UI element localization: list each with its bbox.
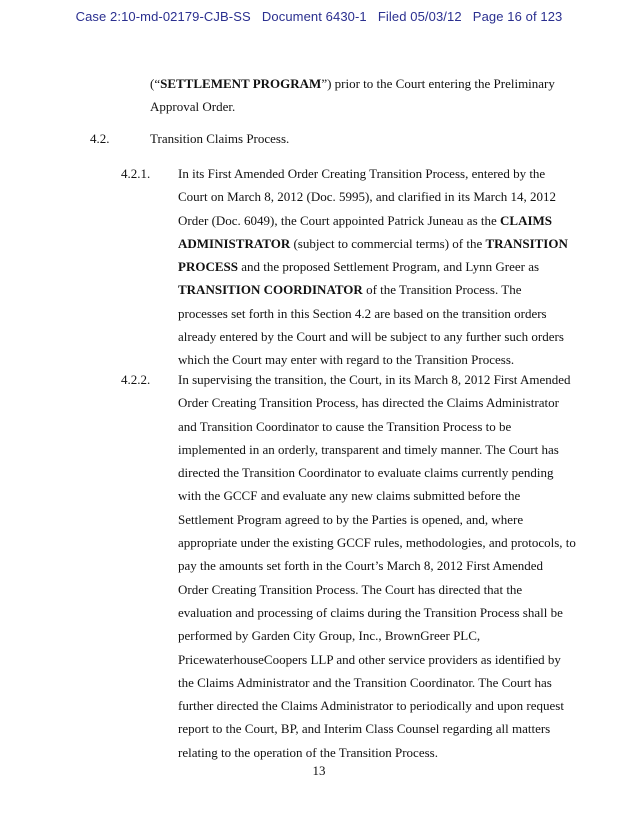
text-run: In its First Amended Order Creating Transition Process, entered by the bbox=[178, 166, 546, 181]
text-run: directed the Transition Coordinator to evaluate claims currently pending bbox=[178, 465, 554, 481]
text-line bbox=[178, 717, 576, 740]
bold-term: TRANSITION COORDINATOR bbox=[178, 282, 363, 298]
text-line bbox=[178, 438, 576, 461]
bold-term: PROCESS bbox=[178, 259, 238, 275]
text-line bbox=[178, 391, 576, 414]
text-run: implemented in an orderly, transparent and timely manner. The Court has bbox=[178, 441, 559, 457]
text-run: Settlement Program agreed to by the Parties is opened, and, where bbox=[178, 511, 524, 527]
text-run: the Claims Administrator and the Transition Coordinator. The Court has bbox=[178, 674, 552, 690]
text-line bbox=[178, 741, 576, 764]
bold-term: ADMINISTRATOR bbox=[178, 235, 291, 251]
bold-term: SETTLEMENT PROGRAM bbox=[160, 76, 322, 91]
text-run: evaluation and processing of claims during the Transition Process shall be bbox=[178, 604, 563, 620]
text-line bbox=[178, 508, 576, 531]
text-run: report to the Court, BP, and Interim Class Counsel regarding all matters bbox=[178, 721, 551, 737]
text-run: In supervising the transition, the Court, in its March 8, 2012 First Amended bbox=[178, 372, 571, 387]
text-run: of the Transition Process. The bbox=[362, 282, 522, 298]
text-line bbox=[178, 578, 576, 601]
section-4-2-2-number: 4.2.2. bbox=[121, 372, 151, 387]
section-4-2-1-lines bbox=[178, 162, 568, 372]
text-run: performed by Garden City Group, Inc., BrownGreer PLC, bbox=[178, 628, 481, 644]
text-line bbox=[178, 302, 568, 325]
text-run: Court on March 8, 2012 (Doc. 5995), and clarified in its March 14, 2012 bbox=[178, 189, 557, 205]
section-4-2-2-paragraph bbox=[178, 368, 576, 764]
text-line bbox=[178, 255, 568, 278]
section-4-2-1-number: 4.2.1. bbox=[121, 166, 151, 181]
text-run: further directed the Claims Administrator to periodically and upon request bbox=[178, 698, 564, 714]
text-line bbox=[178, 415, 576, 438]
text-run: Approval Order. bbox=[150, 99, 236, 115]
page-number: 13 bbox=[312, 763, 326, 778]
section-4-2-title: Transition Claims Process. bbox=[150, 131, 290, 146]
text-line bbox=[178, 162, 568, 185]
continuation-lines bbox=[150, 72, 555, 119]
text-line bbox=[178, 209, 568, 232]
text-run: Order Creating Transition Process. The Court has directed that the bbox=[178, 581, 523, 597]
continuation-paragraph bbox=[150, 72, 555, 119]
text-run: and Transition Coordinator to cause the Transition Process to be bbox=[178, 418, 512, 434]
text-line bbox=[178, 531, 576, 554]
section-4-2-2-lines bbox=[178, 368, 576, 764]
text-line bbox=[178, 325, 568, 348]
text-run: pay the amounts set forth in the Court’s March 8, 2012 First Amended bbox=[178, 558, 544, 574]
text-line bbox=[150, 72, 555, 95]
text-run: (subject to commercial terms) of the bbox=[290, 235, 486, 251]
text-run: PricewaterhouseCoopers LLP and other service providers as identified by bbox=[178, 651, 561, 667]
text-line bbox=[178, 484, 576, 507]
text-run: with the GCCF and evaluate any new claims submitted before the bbox=[178, 488, 521, 504]
text-run: appropriate under the existing GCCF rules, methodologies, and protocols, to bbox=[178, 535, 576, 551]
text-line bbox=[178, 461, 576, 484]
text-run: Order (Doc. 6049), the Court appointed Patrick Juneau as the bbox=[178, 212, 501, 228]
text-line bbox=[178, 624, 576, 647]
text-line bbox=[178, 368, 576, 391]
text-line bbox=[178, 185, 568, 208]
text-run: (“ bbox=[150, 76, 161, 91]
text-run: which the Court may enter with regard to the Transition Process. bbox=[178, 352, 515, 368]
text-run: ”) prior to the Court entering the Preliminary bbox=[321, 76, 555, 91]
text-line bbox=[150, 95, 555, 118]
document-header: Case 2:10-md-02179-CJB-SS Document 6430-1 Filed 05/03/12 Page 16 of 123 bbox=[75, 9, 563, 24]
text-line bbox=[178, 648, 576, 671]
text-line bbox=[178, 601, 576, 624]
section-4-2-1-paragraph bbox=[178, 162, 568, 372]
text-run: and the proposed Settlement Program, and Lynn Greer as bbox=[237, 259, 540, 275]
text-run: processes set forth in this Section 4.2 are based on the transition orders bbox=[178, 305, 547, 321]
text-run: relating to the operation of the Transition Process. bbox=[178, 744, 438, 760]
text-line bbox=[178, 554, 576, 577]
text-line bbox=[178, 232, 568, 255]
text-run: already entered by the Court and will be subject to any further such orders bbox=[178, 329, 564, 345]
text-line bbox=[178, 278, 568, 301]
section-4-2-number: 4.2. bbox=[90, 131, 110, 146]
bold-term: CLAIMS bbox=[500, 212, 553, 228]
bold-term: TRANSITION bbox=[485, 235, 568, 251]
text-line bbox=[178, 694, 576, 717]
text-run: Order Creating Transition Process, has directed the Claims Administrator bbox=[178, 395, 559, 411]
text-line bbox=[178, 671, 576, 694]
